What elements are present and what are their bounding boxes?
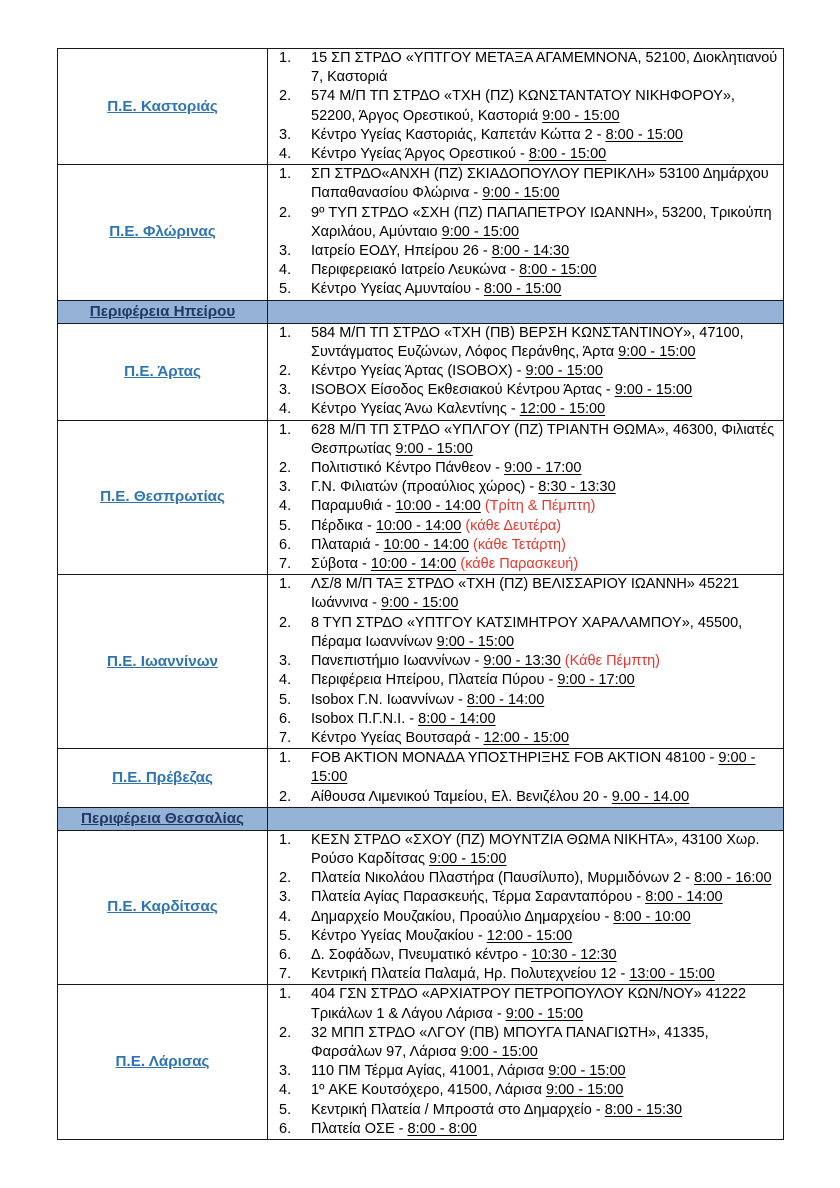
item-text [311,831,783,869]
location-item [268,710,783,729]
item-hours: 9.00 - 14.00 [611,788,690,805]
location-item [268,126,783,145]
item-text [311,946,783,965]
location-description: Γ.Ν. Φιλιατών (προαύλιος χώρος) - [311,479,539,496]
item-schedule-note: (κάθε Τετάρτη) [469,536,566,553]
location-item [268,985,783,1023]
region-row [58,49,784,165]
location-description: 628 Μ/Π ΤΠ ΣΤΡΔΟ «ΥΠΛΓΟΥ (ΠΖ) ΤΡΙΑΝΤΗ ΘΩΜΑ», 46300, Φιλιατές Θεσπρωτίας [311,421,775,457]
item-hours: 9:00 - 15:00 [548,1063,626,1080]
region-cell [58,830,268,985]
locations-cell [268,830,784,985]
item-hours: 13:00 - 15:00 [629,966,715,983]
item-schedule-note: (Κάθε Πέμπτη) [560,653,660,670]
item-text [311,381,783,400]
item-number: 3. [279,243,292,260]
item-hours: 8:00 - 15:00 [605,126,683,143]
location-description: Περιφερειακό Ιατρείο Λευκώνα - [311,262,520,279]
location-description: Πλατεία ΟΣΕ - [311,1120,408,1137]
location-description: Αίθουσα Λιμενικού Ταμείου, Ελ. Βενιζέλου 20 - [311,788,612,805]
region-link[interactable]: Π.Ε. Θεσπρωτίας [100,488,225,506]
item-number: 1. [279,421,292,438]
location-item [268,671,783,690]
item-schedule-note: (κάθε Παρασκευή) [456,556,579,573]
item-hours: 10:00 - 14:00 [395,498,481,515]
item-hours: 8:00 - 10:00 [613,908,691,925]
location-item [268,280,783,299]
item-text [311,261,783,280]
item-number: 4. [279,672,292,689]
item-hours: 12:00 - 15:00 [519,401,606,418]
item-hours: 10:00 - 14:00 [383,536,469,553]
item-text [311,1024,783,1062]
region-row [58,575,784,749]
region-cell [58,749,268,808]
location-description: Κέντρο Υγείας Άρτας (ISOBOX) - [311,363,526,380]
location-description: 574 Μ/Π ΤΠ ΣΤΡΔΟ «ΤΧΗ (ΠΖ) ΚΩΝΣΤΑΝΤΑΤΟΥ ΝΙΚΗΦΟΡΟΥ», 52200, Άργος Ορεστικού, Καστοριά [311,88,735,124]
location-item [268,87,783,125]
item-number: 5. [279,517,292,534]
location-item [268,49,783,87]
region-cell [58,985,268,1140]
region-row [58,985,784,1140]
item-text [311,459,783,478]
region-cell [58,165,268,300]
item-hours: 8:00 - 15:00 [528,146,607,163]
location-description: Περιφέρεια Ηπείρου, Πλατεία Πύρου - [311,672,558,689]
item-text [311,869,783,888]
item-text [311,965,783,984]
location-item [268,536,783,555]
location-item [268,517,783,536]
item-text [311,280,783,299]
item-text [311,145,783,164]
locations-cell [268,165,784,300]
item-text [311,517,783,536]
item-hours: 10:00 - 14:00 [375,517,462,534]
item-number: 5. [279,281,292,298]
region-link[interactable]: Π.Ε. Άρτας [124,362,201,380]
location-item [268,242,783,261]
item-number: 3. [279,889,292,906]
item-text [311,497,783,516]
location-description: Κέντρο Υγείας Καστοριάς, Καπετάν Κώττα 2 - [311,126,606,143]
item-text [311,614,783,652]
item-hours: 9:00 - 15:00 [395,440,473,457]
region-link[interactable]: Π.Ε. Ιωαννίνων [107,652,218,670]
item-hours: 9:00 - 15:00 [505,1005,584,1022]
location-description: ΚΕΣΝ ΣΤΡΔΟ «ΣΧΟΥ (ΠΖ) ΜΟΥΝΤΖΙΑ ΘΩΜΑ ΝΙΚΗΤΑ», 43100 Χωρ. Ρούσο Καρδίτσας [311,831,760,867]
location-item [268,614,783,652]
region-cell [58,420,268,575]
item-number: 6. [279,1120,292,1137]
item-hours: 8:00 - 14:00 [645,889,723,906]
item-number: 5. [279,927,292,944]
item-hours: 8:00 - 16:00 [694,870,772,887]
item-hours: 8:00 - 15:00 [483,281,562,298]
region-link[interactable]: Π.Ε. Καστοριάς [107,97,218,115]
table-body [58,49,784,1140]
item-number: 7. [279,966,292,983]
item-number: 2. [279,363,292,380]
item-hours: 9:00 - 15:00 [441,223,520,240]
item-number: 7. [279,556,292,573]
location-item [268,478,783,497]
location-item [268,575,783,613]
item-text [311,87,783,125]
location-item [268,324,783,362]
location-item [268,145,783,164]
region-row [58,749,784,808]
location-description: Πλατεία Αγίας Παρασκευής, Τέρμα Σαρανταπόρου - [311,889,646,906]
location-description: Πανεπιστήμιο Ιωαννίνων - [311,653,484,670]
location-item [268,1120,783,1139]
item-text [311,671,783,690]
item-text [311,575,783,613]
item-hours: 9:00 - 15:00 [460,1043,538,1060]
region-row [58,420,784,575]
item-number: 4. [279,1082,292,1099]
location-item [268,831,783,869]
item-hours: 9:00 - 13:30 [483,653,561,670]
location-description: Ιατρείο ΕΟΔΥ, Ηπείρου 26 - [311,243,492,260]
item-hours: 9:00 - 15:00 [436,633,515,650]
section-header-row [58,300,784,323]
item-hours: 9:00 - 15:00 [542,107,620,124]
location-description: Κέντρο Υγείας Άνω Καλεντίνης - [311,401,520,418]
location-item [268,788,783,807]
item-number: 2. [279,460,292,477]
location-item [268,946,783,965]
location-description: Κέντρο Υγείας Άργος Ορεστικού - [311,146,529,163]
region-link[interactable]: Π.Ε. Πρέβεζας [112,768,213,786]
location-description: Παραμυθιά - [311,498,396,515]
section-header-label: Περιφέρεια Θεσσαλίας [81,809,244,827]
location-item [268,555,783,574]
location-description: Κέντρο Υγείας Αμυνταίου - [311,281,484,298]
location-item [268,888,783,907]
item-number: 3. [279,382,292,399]
item-text [311,49,783,87]
location-item [268,1062,783,1081]
location-item [268,421,783,459]
item-text [311,1120,783,1139]
locations-cell [268,420,784,575]
section-header-label: Περιφέρεια Ηπείρου [89,302,236,320]
item-text [311,324,783,362]
region-row [58,830,784,985]
location-item [268,400,783,419]
item-hours: 9:00 - 15:00 [618,343,696,360]
item-number: 3. [279,653,292,670]
item-text [311,242,783,261]
location-item [268,908,783,927]
location-description: Isobox Γ.Ν. Ιωαννίνων - [311,691,467,708]
item-number: 1. [279,166,292,183]
item-hours: 8:00 - 15:30 [604,1101,683,1118]
location-description: 15 ΣΠ ΣΤΡΔΟ «ΥΠΤΓΟΥ ΜΕΤΑΞΑ ΑΓΑΜΕΜΝΟΝΑ, 52100, Διοκλητιανού 7, Καστοριά [311,50,778,86]
item-hours: 8:00 - 14:00 [466,691,545,708]
location-item [268,652,783,671]
item-text [311,421,783,459]
item-number: 5. [279,1101,292,1118]
item-number: 2. [279,870,292,887]
location-description: Isobox Π.Γ.Ν.Ι. - [311,710,419,727]
item-number: 2. [279,88,292,105]
item-hours: 8:00 - 14:30 [491,243,570,260]
locations-cell [268,49,784,165]
item-number: 4. [279,908,292,925]
location-item [268,261,783,280]
item-hours: 9:00 - 15:00 [482,185,560,202]
region-cell [58,575,268,749]
item-number: 2. [279,1024,292,1041]
item-text [311,362,783,381]
location-description: Σύβοτα - [311,556,371,573]
location-item [268,729,783,748]
item-text [311,927,783,946]
region-row [58,323,784,420]
region-link[interactable]: Π.Ε. Λάρισας [115,1053,210,1071]
item-number: 3. [279,1063,292,1080]
location-description: 9º ΤΥΠ ΣΤΡΔΟ «ΣΧΗ (ΠΖ) ΠΑΠΑΠΕΤΡΟΥ ΙΩΑΝΝΗ», 53200, Τρικούπη Χαριλάου, Αμύνταιο [311,204,772,240]
location-description: Πολιτιστικό Κέντρο Πάνθεον - [311,460,505,477]
item-hours: 9:00 - 17:00 [557,672,635,689]
location-item [268,204,783,242]
item-hours: 9:00 - 15:00 [546,1082,624,1099]
item-text [311,165,783,203]
location-description: Δημαρχείο Μουζακίου, Προαύλιο Δημαρχείου - [311,908,614,925]
location-item [268,381,783,400]
section-header-empty-cell [268,300,784,323]
section-header-empty-cell [268,807,784,830]
item-text [311,1081,783,1100]
item-text [311,729,783,748]
region-cell [58,49,268,165]
locations-cell [268,575,784,749]
region-link[interactable]: Π.Ε. Καρδίτσας [107,898,218,916]
item-hours: 8:30 - 13:30 [538,479,616,496]
location-item [268,1081,783,1100]
location-description: 110 ΠΜ Τέρμα Αγίας, 41001, Λάρισα [311,1063,549,1080]
location-description: 1º ΑΚΕ Κουτσόχερο, 41500, Λάρισα [311,1082,546,1099]
item-text [311,691,783,710]
location-description: Πλατεία Νικολάου Πλαστήρα (Παυσίλυπο), Μυρμιδόνων 2 - [311,870,695,887]
locations-cell [268,985,784,1140]
location-item [268,965,783,984]
item-number: 6. [279,946,292,963]
item-hours: 9:00 - 15:00 [429,850,507,867]
location-item [268,1101,783,1120]
item-schedule-note: (κάθε Δευτέρα) [461,517,562,534]
item-text [311,749,783,787]
item-text [311,1062,783,1081]
item-text [311,788,783,807]
location-description: Πλαταριά - [311,536,384,553]
region-row [58,165,784,300]
location-description: 8 ΤΥΠ ΣΤΡΔΟ «ΥΠΤΓΟΥ ΚΑΤΣΙΜΗΤΡΟΥ ΧΑΡΑΛΑΜΠΟΥ», 45500, Πέραμα Ιωαννίνων [311,614,743,650]
item-text [311,1101,783,1120]
item-text [311,126,783,145]
item-number: 1. [279,576,292,593]
item-number: 4. [279,262,292,279]
item-number: 2. [279,788,292,805]
item-text [311,985,783,1023]
regional-sampling-points-table [57,48,784,1140]
item-hours: 9:00 - 17:00 [504,460,582,477]
item-text [311,204,783,242]
item-number: 1. [279,50,292,66]
item-hours: 12:00 - 15:00 [486,927,573,944]
item-number: 2. [279,204,292,221]
item-number: 1. [279,986,292,1003]
item-number: 4. [279,498,292,515]
location-item [268,165,783,203]
section-header-cell [58,807,268,830]
item-number: 7. [279,729,292,746]
item-text [311,400,783,419]
location-description: 32 ΜΠΠ ΣΤΡΔΟ «ΛΓΟΥ (ΠΒ) ΜΠΟΥΓΑ ΠΑΝΑΓΙΩΤΗ», 41335, Φαρσάλων 97, Λάρισα [311,1024,709,1060]
item-number: 6. [279,536,292,553]
location-description: 584 Μ/Π ΤΠ ΣΤΡΔΟ «ΤΧΗ (ΠΒ) ΒΕΡΣΗ ΚΩΝΣΤΑΝΤΙΝΟΥ», 47100, Συντάγματος Ευζώνων, Λόφος Περάνθης, Άρτα [311,324,744,360]
locations-cell [268,323,784,420]
item-text [311,555,783,574]
item-hours: 8:00 - 14:00 [418,710,496,727]
location-item [268,459,783,478]
item-hours: 8:00 - 8:00 [407,1120,477,1137]
location-description: Κέντρο Υγείας Βουτσαρά - [311,729,484,746]
item-number: 3. [279,126,292,143]
location-item [268,691,783,710]
item-hours: 8:00 - 15:00 [519,262,597,279]
item-schedule-note: (Τρίτη & Πέμπτη) [480,498,596,515]
location-description: ISOBOX Είσοδος Εκθεσιακού Κέντρου Άρτας - [311,382,615,399]
location-item [268,749,783,787]
location-item [268,869,783,888]
item-hours: 10:30 - 12:30 [531,946,617,963]
item-text [311,536,783,555]
region-cell [58,323,268,420]
section-header-cell [58,300,268,323]
region-link[interactable]: Π.Ε. Φλώρινας [109,223,216,241]
item-hours: 9:00 - 15:00 [311,750,756,786]
item-hours: 9:00 - 15:00 [380,595,459,612]
location-description: FOB AKTION ΜΟΝΑΔΑ ΥΠΟΣΤΗΡΙΞΗΣ FOB AKTION 48100 - [311,750,719,767]
item-hours: 10:00 - 14:00 [370,556,457,573]
location-item [268,497,783,516]
location-description: Κεντρική Πλατεία / Μπροστά στο Δημαρχείο - [311,1101,605,1118]
item-hours: 12:00 - 15:00 [483,729,570,746]
item-text [311,908,783,927]
location-description: Κέντρο Υγείας Μουζακίου - [311,927,487,944]
location-description: ΣΠ ΣΤΡΔΟ«ΑΝΧΗ (ΠΖ) ΣΚΙΑΔΟΠΟΥΛΟΥ ΠΕΡΙΚΛΗ» 53100 Δημάρχου Παπαθανασίου Φλώρινα - [311,166,769,202]
location-item [268,362,783,381]
item-number: 3. [279,479,292,496]
section-header-row [58,807,784,830]
item-text [311,710,783,729]
locations-cell [268,749,784,808]
item-number: 5. [279,691,292,708]
location-description: ΛΣ/8 Μ/Π ΤΑΞ ΣΤΡΔΟ «ΤΧΗ (ΠΖ) ΒΕΛΙΣΣΑΡΙΟΥ ΙΩΑΝΝΗ» 45221 Ιωάννινα - [311,576,740,612]
item-hours: 9:00 - 15:00 [525,363,603,380]
item-hours: 9:00 - 15:00 [614,382,693,399]
item-number: 1. [279,750,292,767]
item-number: 2. [279,614,292,631]
item-number: 1. [279,831,292,848]
item-number: 4. [279,401,292,418]
location-item [268,927,783,946]
item-text [311,478,783,497]
location-description: Δ. Σοφάδων, Πνευματικό κέντρο - [311,946,532,963]
item-text [311,652,783,671]
location-description: Κεντρική Πλατεία Παλαμά, Ηρ. Πολυτεχνείου 12 - [311,966,630,983]
location-description: 404 ΓΣΝ ΣΤΡΔΟ «ΑΡΧΙΑΤΡΟΥ ΠΕΤΡΟΠΟΥΛΟΥ ΚΩΝ/ΝΟΥ» 41222 Τρικάλων 1 & Λάγου Λάρισα - [311,986,747,1022]
location-description: Πέρδικα - [311,517,376,534]
item-text [311,888,783,907]
item-number: 6. [279,710,292,727]
item-number: 4. [279,146,292,163]
item-number: 1. [279,324,292,341]
location-item [268,1024,783,1062]
